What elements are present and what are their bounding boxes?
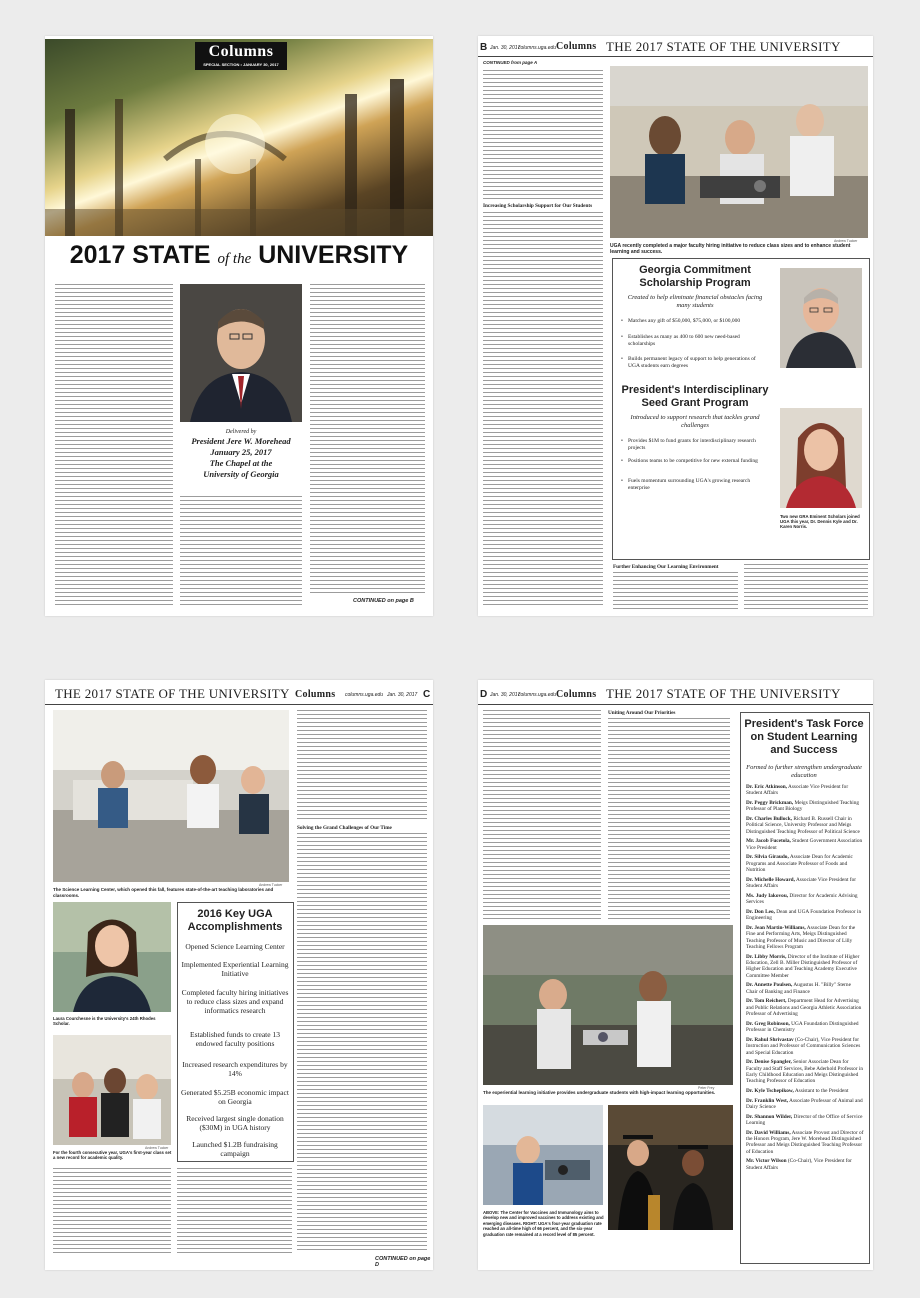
task-force-member: [746, 998, 864, 1017]
task-force-member: [746, 1130, 864, 1156]
body-text-col3: [744, 564, 868, 610]
member-name: Dr. Shannon Wilder,: [746, 1113, 793, 1120]
header-url: columns.uga.edu: [518, 45, 557, 51]
member-role: Associate Vice President for Student Affairs: [746, 784, 849, 797]
body-text-col3: [310, 284, 425, 596]
body-text-col1: [55, 284, 173, 606]
header-logo: Columns: [556, 689, 597, 700]
venue-line1: The Chapel at the: [209, 458, 273, 468]
member-name: Mr. Victor Wilson: [746, 1158, 787, 1165]
commitment-bullet-2: • Establishes as many as 400 to 600 new need-based scholarships: [628, 334, 763, 348]
accomplishment-8: Launched $1.2B fundraising campaign: [192, 1140, 278, 1158]
scholar-portrait-female: [780, 408, 862, 508]
experiential-learning-caption: The experiential learning initiative provides undergraduate students with high-impact learning opportunities.: [483, 1090, 716, 1095]
page-letter: D: [480, 689, 488, 700]
member-name: Dr. Michelle Howard,: [746, 876, 795, 883]
member-name: Dr. Silvia Giraudo,: [746, 854, 789, 861]
commitment-program-title: Georgia Commitment Scholarship Program: [639, 264, 751, 289]
scholars-caption: Two new GRA Eminent Scholars joined UGA this year, Dr. Dennis Kyle and Dr. Karen Norris.: [780, 514, 860, 530]
member-name: Dr. Tom Reichert,: [746, 998, 787, 1005]
task-force-member: [746, 816, 864, 835]
rhodes-scholar-photo: [53, 902, 171, 1012]
commitment-bullet-3: • Builds permanent legacy of support to help generations of UGA students earn degrees: [628, 356, 763, 370]
page-c: [45, 680, 433, 1270]
accomplishment-1: Opened Science Learning Center: [185, 942, 285, 951]
task-force-member: [746, 1088, 864, 1094]
section-title: THE 2017 STATE OF THE UNIVERSITY: [55, 686, 290, 701]
task-force-member: [746, 800, 864, 813]
subhead-learning: Further Enhancing Our Learning Environment: [613, 564, 719, 570]
member-name: Dr. David Williams,: [746, 1129, 791, 1136]
member-name: Dr. Charles Bullock,: [746, 816, 793, 822]
task-force-members: [746, 784, 864, 1174]
member-name: Dr. Eric Atkinson,: [746, 784, 788, 790]
member-role: Associate Professor of Animal and Dairy Science: [746, 1097, 863, 1111]
member-name: Ms. Judy Iakovou,: [746, 892, 789, 899]
page-a: [45, 36, 433, 616]
member-role: Associate Vice President for Student Affairs: [746, 876, 857, 890]
masthead-name: Columns: [208, 43, 274, 60]
rhodes-scholar-caption: Laura Courchesne is the University's 24th Rhodes Scholar.: [53, 1016, 156, 1027]
science-center-caption: The Science Learning Center, which opened this fall, features state-of-the-art teaching laboratories and classrooms.: [53, 887, 274, 898]
section-title: THE 2017 STATE OF THE UNIVERSITY: [606, 686, 841, 701]
task-force-member: [746, 909, 864, 922]
header-url: columns.uga.edu: [345, 692, 384, 698]
task-force-member: [746, 784, 864, 797]
headline-of-the: of the: [217, 251, 252, 267]
header-logo: Columns: [295, 689, 336, 700]
task-force-member: [746, 1059, 864, 1085]
photo-credit: Andrew Tucker: [834, 239, 858, 243]
commitment-program-subtitle: Created to help eliminate financial obstacles facing many students: [627, 294, 763, 309]
photo-credit: Peter Frey: [698, 1086, 715, 1090]
member-role: Associate Dean for Academic Programs and Associate Professor of Foods and Nutrition: [746, 854, 853, 874]
photo-credit-2: Andrew Tucker: [145, 1146, 169, 1150]
task-force-member: [746, 954, 864, 980]
accomplishment-6: Generated $5.25B economic impact on Georgia: [181, 1088, 289, 1106]
accomplishment-2: Implemented Experiential Learning Initiative: [181, 960, 289, 978]
continued-from: CONTINUED from page A: [483, 60, 538, 65]
task-force-member: [746, 982, 864, 995]
body-text-right-top: [297, 710, 427, 822]
member-name: Dr. Denise Spangler,: [746, 1059, 792, 1066]
member-name: Dr. Jean Martin-Williams,: [746, 924, 806, 931]
bottom-photos-caption: ABOVE: The Center for Vaccines and Immunology aims to develop new and improved vaccines to address existing and emerging diseases. RIGHT: UGA's four-year graduation rate reached an all-time high of 66 percent, and the six-year graduation rate remained at a record level of 85 percent.: [483, 1210, 604, 1237]
header-date: Jan. 30, 2017: [387, 692, 418, 698]
body-text-right-bottom: [297, 833, 427, 1251]
task-force-title: President's Task Force on Student Learning and Success: [744, 718, 864, 756]
task-force-member: [746, 1021, 864, 1034]
header-url: columns.uga.edu: [518, 692, 557, 698]
member-role: Associate Dean for the Fine and Performing Arts, Meigs Distinguished Teaching Professor of Music and Director of Lilly Teaching Fellows Program: [746, 924, 856, 951]
header-date: Jan. 30, 2017: [490, 45, 521, 51]
body-text-col2: [608, 718, 730, 920]
member-role: UGA Foundation Distinguished Professor in Chemistry: [746, 1020, 859, 1034]
member-role: (Co-Chair), Vice President for Instruction and Professor of Communication Sciences and Special Education: [746, 1036, 861, 1056]
scholar-portrait-male: [780, 268, 862, 368]
member-role: Assistant to the President: [793, 1088, 849, 1095]
continued-link[interactable]: CONTINUED on page B: [353, 598, 414, 604]
member-name: Dr. Don Leo,: [746, 908, 775, 915]
task-force-member: [746, 877, 864, 890]
header-logo: Columns: [556, 41, 597, 52]
member-name: Dr. Franklin West,: [746, 1097, 789, 1104]
graduation-photo: [608, 1105, 733, 1230]
task-force-member: [746, 854, 864, 873]
member-role: Senior Associate Dean for Faculty and Staff Services, Bebe Aderhold Professor in Early Childhood Education and Meigs Distinguished Teaching Professor of Education: [746, 1059, 863, 1085]
task-force-subtitle: Formed to further strengthen undergraduate education: [746, 764, 862, 779]
speech-credit-block: [180, 428, 302, 480]
page-letter: B: [480, 42, 488, 53]
member-role: Director of the Institute of Higher Education, Zell B. Miller Distinguished Professor of Higher Education and Teaching Academy Executive Committee Member: [746, 953, 860, 979]
body-text-col2-lower: [180, 496, 302, 606]
member-name: Dr. Rahul Shrivastav: [746, 1036, 794, 1043]
member-name: Mr. Jacob Fucetola,: [746, 838, 791, 845]
task-force-member: [746, 1098, 864, 1111]
member-role: Augustus H. "Billy" Sterne Chair of Banking and Finance: [746, 982, 851, 995]
seed-grant-subtitle: Introduced to support research that tackles grand challenges: [630, 414, 760, 429]
continued-link[interactable]: CONTINUED on page D: [375, 1256, 431, 1268]
page-d: [478, 680, 873, 1270]
venue-line2: University of Georgia: [203, 469, 279, 479]
body-text-col2: [613, 572, 738, 610]
member-role: Meigs Distinguished Teaching Professor of Plant Biology: [746, 800, 860, 813]
member-name: Dr. Greg Robinson,: [746, 1020, 790, 1027]
subhead-challenges: Solving the Grand Challenges of Our Time: [297, 825, 392, 831]
first-year-class-photo: [53, 1035, 171, 1145]
header-date: Jan. 30, 2017: [490, 692, 521, 698]
member-role: (Co-Chair), Vice President for Student Affairs: [746, 1158, 852, 1171]
body-text-left-bottom: [53, 1168, 171, 1254]
page-b: [478, 36, 873, 616]
headline-part2: UNIVERSITY: [258, 241, 409, 269]
lab-photo: [610, 66, 868, 238]
first-year-caption: For the fourth consecutive year, UGA's first-year class set a new record for academic quality.: [53, 1150, 172, 1161]
headline-part1: 2017 STATE: [69, 241, 211, 269]
seed-grant-title: President's Interdisciplinary Seed Grant Program: [621, 384, 769, 409]
speech-date: January 25, 2017: [210, 447, 272, 457]
speaker-name: President Jere W. Morehead: [191, 436, 291, 446]
member-role: Department Head for Advertising and Public Relations and Georgia Athletic Association Professor of Advertising: [746, 998, 862, 1018]
science-center-photo: [53, 710, 289, 882]
member-role: Richard B. Russell Chair in Political Science, University Professor and Meigs Distinguished Teaching Professor of Political Science: [746, 816, 860, 835]
lab-photo-caption: UGA recently completed a major faculty hiring initiative to reduce class sizes and to enhance student learning and success.: [610, 243, 851, 255]
member-role: Student Government Association Vice President: [746, 838, 863, 851]
body-text-col1-top: [483, 70, 603, 200]
member-name: Dr. Libby Morris,: [746, 953, 787, 960]
task-force-member: [746, 925, 864, 951]
seed-grant-bullet-2: • Positions teams to be competitive for new external funding: [628, 458, 763, 465]
photo-credit: Andrew Tucker: [259, 883, 283, 887]
task-force-member: [746, 1037, 864, 1056]
body-text-col1-bottom: [483, 212, 603, 606]
subhead-scholarship: Increasing Scholarship Support for Our Students: [483, 203, 593, 209]
accomplishment-5: Increased research expenditures by 14%: [182, 1060, 288, 1078]
member-role: Director for Academic Advising Services: [746, 892, 858, 906]
member-name: Dr. Annette Poulsen,: [746, 982, 793, 989]
member-role: Director of the Office of Service Learning: [746, 1113, 863, 1127]
body-text-col1: [483, 710, 601, 920]
task-force-member: [746, 1158, 864, 1171]
section-title: THE 2017 STATE OF THE UNIVERSITY: [606, 39, 841, 54]
task-force-member: [746, 893, 864, 906]
member-name: Dr. Kyle Tschepikow,: [746, 1088, 794, 1095]
experiential-learning-photo: [483, 925, 733, 1085]
accomplishment-7: Received largest single donation ($30M) in UGA history: [186, 1114, 284, 1132]
page-letter: C: [423, 689, 431, 700]
president-portrait: [180, 284, 302, 422]
masthead-logo: [195, 42, 287, 70]
seed-grant-bullet-1: • Provides $1M to fund grants for interdisciplinary research projects: [628, 438, 763, 452]
commitment-bullet-1: • Matches any gift of $50,000, $75,000, or $100,000: [628, 318, 763, 325]
subhead-uniting: Uniting Around Our Priorities: [608, 710, 676, 716]
member-role: Dean and UGA Foundation Professor in Engineering: [746, 908, 862, 922]
masthead-edition: SPECIAL SECTION • JANUARY 30, 2017: [203, 62, 279, 67]
accomplishment-4: Established funds to create 13 endowed faculty positions: [190, 1030, 280, 1048]
seed-grant-bullet-3: • Fuels momentum surrounding UGA's growing research enterprise: [628, 478, 763, 492]
accomplishments-title: 2016 Key UGA Accomplishments: [187, 908, 283, 933]
page-headline: [45, 238, 433, 276]
delivered-by-label: Delivered by: [225, 429, 257, 435]
member-name: Dr. Peggy Brickman,: [746, 800, 794, 806]
task-force-member: [746, 838, 864, 851]
accomplishment-3: Completed faculty hiring initiatives to reduce class sizes and expand informatics research: [181, 988, 289, 1015]
member-role: Associate Provost and Director of the Honors Program, Jere W. Morehead Distinguished Professor and Meigs Distinguished Teaching Professor of Education: [746, 1129, 864, 1155]
task-force-member: [746, 1114, 864, 1127]
vaccine-lab-photo: [483, 1105, 603, 1205]
body-text-mid-bottom: [177, 1168, 292, 1254]
